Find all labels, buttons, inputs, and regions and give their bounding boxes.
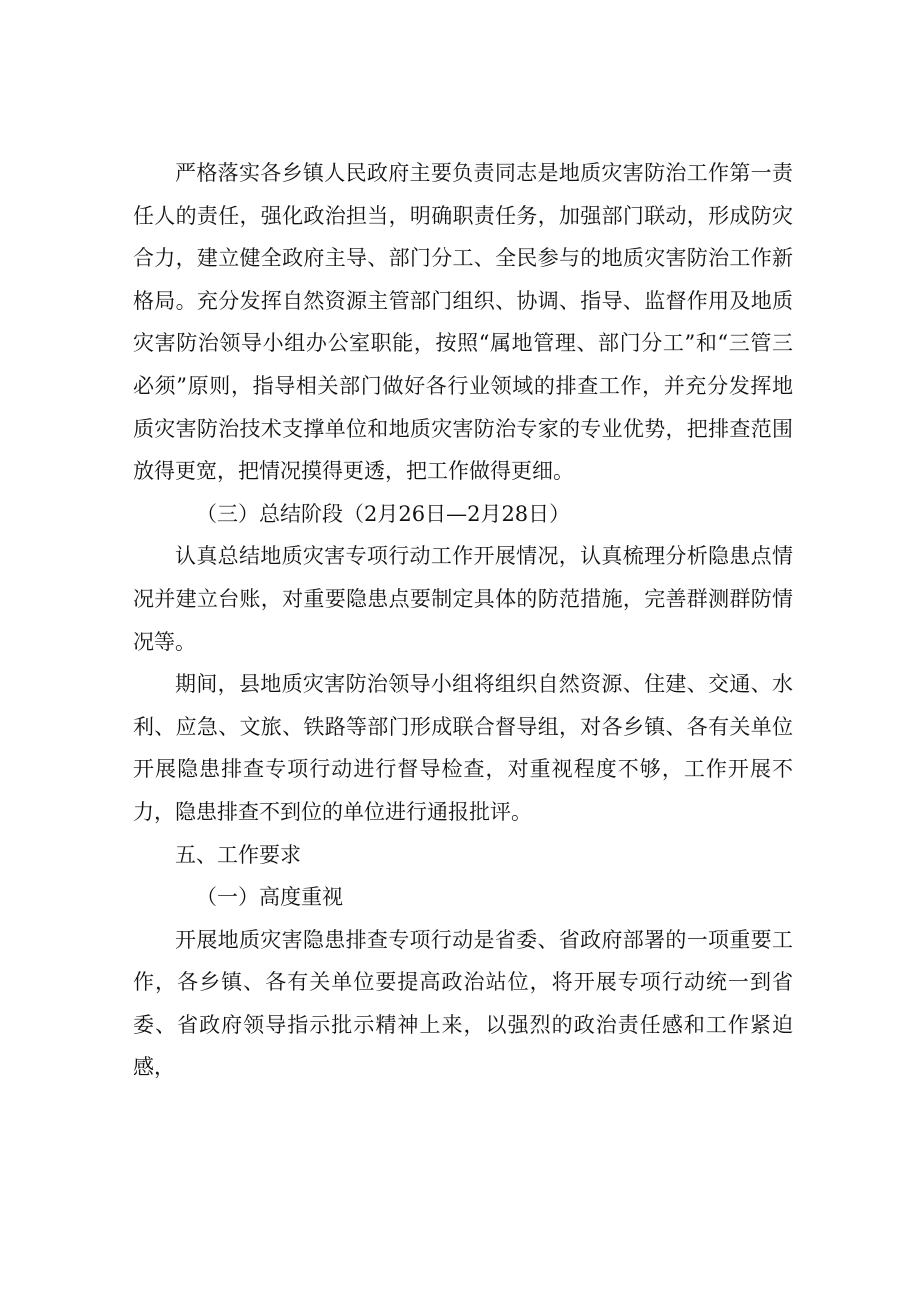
document-body: [133, 152, 793, 1089]
paragraph-high-attention: 开展地质灾害隐患排查专项行动是省委、省政府部署的一项重要工作，各乡镇、各有关单位要提高政治站位，将开展专项行动统一到省委、省政府领导指示批示精神上来，以强烈的政治责任感和工作紧迫感，: [133, 927, 793, 1080]
section-heading-work-requirements: 五、工作要求: [175, 842, 301, 867]
section-heading-summary-stage: （三）总结阶段（2月26日—2月28日）: [196, 501, 571, 526]
subheading-high-attention: （一）高度重视: [196, 885, 343, 910]
paragraph-responsibility: 严格落实各乡镇人民政府主要负责同志是地质灾害防治工作第一责任人的责任，强化政治担当，明确职责任务，加强部门联动，形成防灾合力，建立健全政府主导、部门分工、全民参与的地质灾害防治工作新格局。充分发挥自然资源主管部门组织、协调、指导、监督作用及地质灾害防治领导小组办公室职能，按照“属地管理、部门分工”和“三管三必须”原则，指导相关部门做好各行业领域的排查工作，并充分发挥地质灾害防治技术支撑单位和地质灾害防治专家的专业优势，把排查范围放得更宽，把情况摸得更透，把工作做得更细。: [133, 161, 793, 484]
paragraph-supervision: 期间，县地质灾害防治领导小组将组织自然资源、住建、交通、水利、应急、文旅、铁路等部门形成联合督导组，对各乡镇、各有关单位开展隐患排查专项行动进行督导检查，对重视程度不够，工作开展不力，隐患排查不到位的单位进行通报批评。: [133, 672, 793, 824]
paragraph-summary: 认真总结地质灾害专项行动工作开展情况，认真梳理分析隐患点情况并建立台账，对重要隐患点要制定具体的防范措施，完善群测群防情况等。: [133, 544, 793, 654]
